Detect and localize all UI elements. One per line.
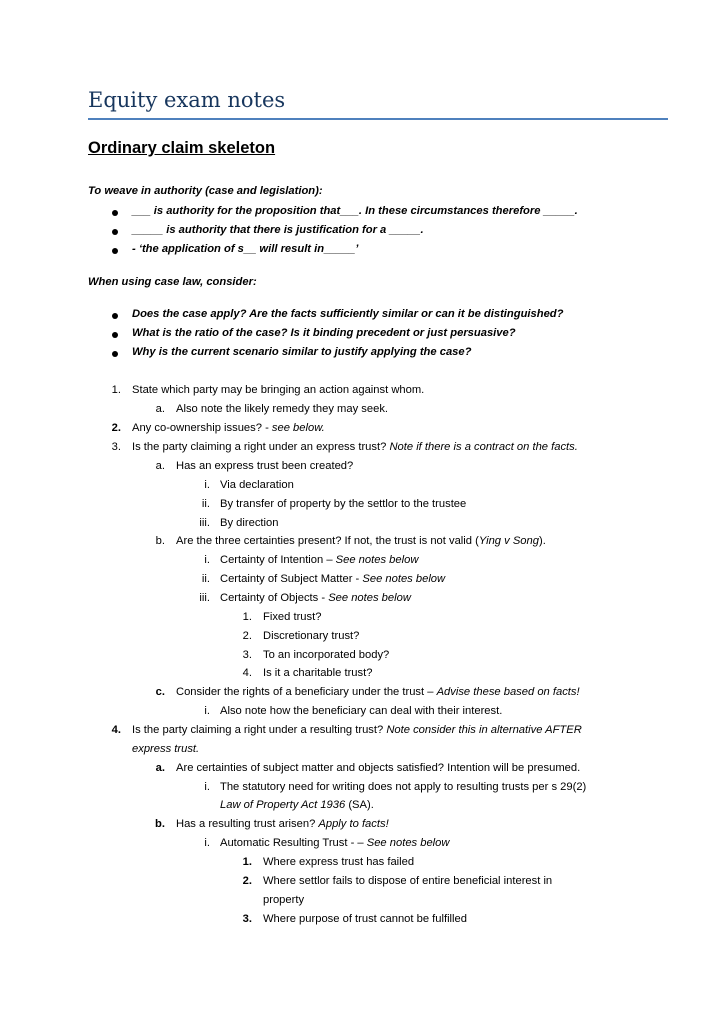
outline-letter: a.: [155, 762, 165, 774]
outline-item: Has a resulting trust arisen? Apply to facts!: [176, 818, 389, 830]
outline-subnumber: 3.: [242, 649, 252, 661]
outline-item: Where purpose of trust cannot be fulfilled: [263, 913, 467, 925]
outline-item: Also note the likely remedy they may seek.: [176, 403, 389, 415]
outline-item: Is the party claiming a right under a resulting trust? Note consider this in alternative AFTER: [132, 724, 582, 736]
outline-item: Is the party claiming a right under an express trust? Note if there is a contract on the facts.: [132, 441, 578, 453]
case-law-bullet: Why is the current scenario similar to justify applying the case?: [132, 346, 472, 358]
outline-item: Are the three certainties present? If not, the trust is not valid (Ying v Song).: [176, 535, 546, 547]
outline-subnumber: 2.: [242, 630, 252, 642]
section-heading: Ordinary claim skeleton: [88, 139, 276, 157]
outline-item: Is it a charitable trust?: [263, 667, 373, 679]
outline-item: By direction: [220, 517, 279, 529]
authority-bullet: _____ is authority that there is justification for a _____.: [132, 224, 424, 236]
outline-roman: i.: [204, 479, 210, 491]
outline-item: Certainty of Intention – See notes below: [220, 554, 419, 566]
bullet-icon: [112, 229, 118, 235]
outline-roman: i.: [204, 781, 210, 793]
case-law-intro: When using case law, consider:: [88, 276, 257, 288]
outline-letter: b.: [155, 535, 165, 547]
outline-item-continuation: property: [263, 894, 305, 906]
outline-subnumber: 1.: [242, 611, 252, 623]
outline-subnumber: 2.: [242, 875, 252, 887]
bullet-icon: [112, 210, 118, 216]
outline-roman: iii.: [199, 592, 210, 604]
outline-item: The statutory need for writing does not apply to resulting trusts per s 29(2): [220, 781, 587, 793]
outline-item: State which party may be bringing an action against whom.: [132, 384, 425, 396]
outline-roman: i.: [204, 705, 210, 717]
outline-item: Certainty of Subject Matter - See notes below: [220, 573, 446, 585]
outline-subnumber: 3.: [242, 913, 252, 925]
outline-item: Discretionary trust?: [263, 630, 360, 642]
bullet-icon: [112, 351, 118, 357]
outline-item: To an incorporated body?: [263, 649, 390, 661]
case-law-bullet: Does the case apply? Are the facts sufficiently similar or can it be distinguished?: [132, 308, 564, 320]
outline-number: 2.: [111, 422, 121, 434]
outline-item: Where express trust has failed: [263, 856, 415, 868]
outline-item: Consider the rights of a beneficiary under the trust – Advise these based on facts!: [176, 686, 580, 698]
outline-item-continuation: express trust.: [132, 743, 200, 755]
outline-roman: ii.: [201, 573, 210, 585]
outline-letter: b.: [155, 818, 165, 830]
outline-roman: iii.: [199, 517, 210, 529]
outline-item: Certainty of Objects - See notes below: [220, 592, 411, 604]
outline-item: Automatic Resulting Trust - – See notes below: [220, 837, 450, 849]
outline-roman: i.: [204, 837, 210, 849]
bullet-icon: [112, 332, 118, 338]
outline-roman: i.: [204, 554, 210, 566]
outline-item: Are certainties of subject matter and objects satisfied? Intention will be presumed.: [176, 762, 581, 774]
outline-item-continuation: Law of Property Act 1936 (SA).: [220, 799, 374, 811]
outline-number: 4.: [111, 724, 121, 736]
outline-item: Fixed trust?: [263, 611, 322, 623]
outline-number: 1.: [111, 384, 121, 396]
outline-letter: a.: [155, 403, 165, 415]
title-underline: [88, 118, 668, 120]
authority-bullet: ___ is authority for the proposition that___. In these circumstances therefore _____.: [132, 205, 578, 217]
outline-item: By transfer of property by the settlor to the trustee: [220, 498, 467, 510]
outline-roman: ii.: [201, 498, 210, 510]
outline-subnumber: 1.: [242, 856, 252, 868]
outline-item: Via declaration: [220, 479, 294, 491]
case-law-bullet: What is the ratio of the case? Is it binding precedent or just persuasive?: [132, 327, 516, 339]
authority-bullet: - ‘the application of s__ will result in_____’: [132, 243, 359, 255]
outline-letter: a.: [155, 460, 165, 472]
authority-intro: To weave in authority (case and legislation):: [88, 185, 323, 197]
outline-item: Where settlor fails to dispose of entire beneficial interest in: [263, 875, 553, 887]
document-title: Equity exam notes: [88, 88, 286, 112]
bullet-icon: [112, 248, 118, 254]
outline-letter: c.: [155, 686, 165, 698]
outline-number: 3.: [111, 441, 121, 453]
outline-subnumber: 4.: [242, 667, 252, 679]
outline-item: Also note how the beneficiary can deal with their interest.: [220, 705, 503, 717]
outline-item: Has an express trust been created?: [176, 460, 354, 472]
outline-item: Any co-ownership issues? - see below.: [132, 422, 325, 434]
bullet-icon: [112, 313, 118, 319]
